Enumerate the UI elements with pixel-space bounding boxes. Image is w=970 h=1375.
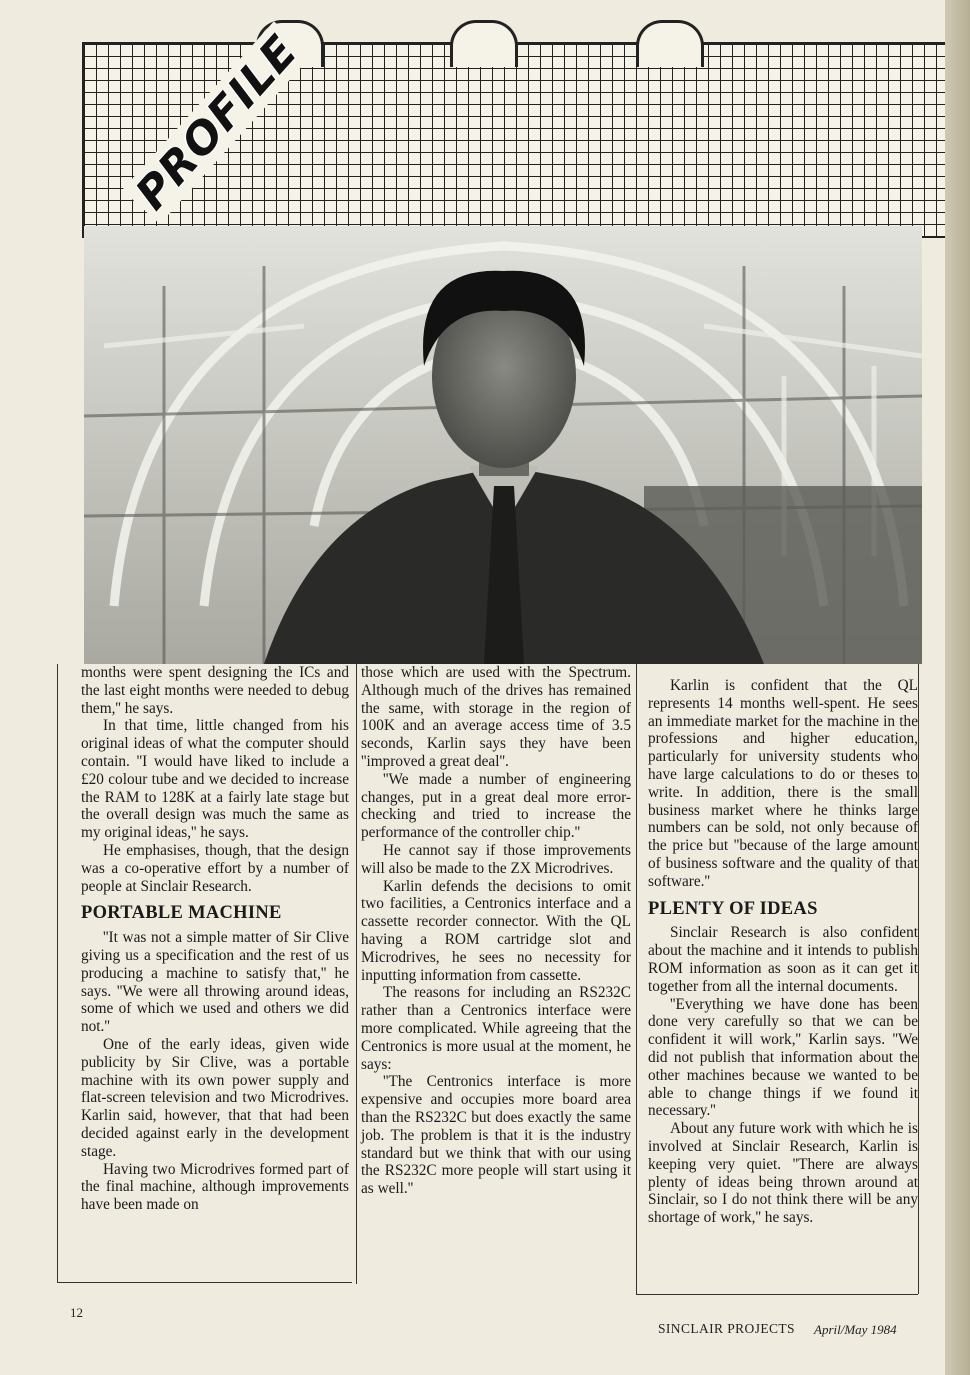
bottom-rule-left [57, 1282, 352, 1283]
article-paragraph: ''Everything we have done has been done very carefully so that we can be confident it will work,'' Karlin says. ''We did not publish that information about the other machines because we wanted to be able to change things if we found it necessary.'' [648, 995, 918, 1120]
issue-date: April/May 1984 [814, 1322, 897, 1337]
column-rule [636, 664, 637, 1294]
section-heading: PORTABLE MACHINE [81, 903, 282, 924]
publication-name: SINCLAIR PROJECTS [658, 1321, 795, 1336]
left-border-rule [57, 664, 58, 1282]
article-paragraph: In that time, little changed from his original ideas of what the computer should contain. ''I would have liked to include a £20 colour tube and we decided to increase the RAM to 128K at a fairly late stage but the overall design was much the same as my original ideas,'' he says. [81, 717, 349, 842]
page-edge [945, 0, 970, 1375]
article-paragraph: Having two Microdrives formed part of the final machine, although improvements have been made on [81, 1160, 349, 1214]
portrait-photo [84, 226, 922, 664]
article-column-3 [648, 677, 918, 1227]
article-column-2 [361, 664, 631, 1198]
article-column-1 [81, 664, 349, 1214]
page-number: 12 [70, 1305, 83, 1320]
article-paragraph: About any future work with which he is involved at Sinclair Research, Karlin is keeping very quiet. ''There are always plenty of ideas being thrown around at Sinclair, so I do not think there will be any shortage of work,'' he says. [648, 1120, 918, 1227]
article-paragraph: He emphasises, though, that the design was a co-operative effort by a number of people at Sinclair Research. [81, 841, 349, 895]
article-paragraph: months were spent designing the ICs and the last eight months were needed to debug them,'' he says. [81, 664, 349, 717]
column-rule [356, 664, 357, 1284]
article-paragraph: Sinclair Research is also confident about the machine and it intends to publish ROM information as soon as it can get it together from all the internal documents. [648, 924, 918, 995]
article-paragraph: He cannot say if those improvements will also be made to the ZX Microdrives. [361, 841, 631, 877]
article-paragraph: Karlin is confident that the QL represents 14 months well-spent. He sees an immediate market for the machine in the professions and higher education, particularly for university students who have large calculations to do or theses to write. In addition, there is the small business market where he thinks large numbers can be sold, not only because of the price but ''because of the large amount of business software and the quality of that software.'' [648, 677, 918, 890]
article-paragraph: Karlin defends the decisions to omit two facilities, a Centronics interface and a cassette recorder connector. With the QL having a ROM cartridge slot and Microdrives, he sees no necessity for inputting information from cassette. [361, 877, 631, 984]
article-paragraph: One of the early ideas, given wide publicity by Sir Clive, was a portable machine with its own power supply and flat-screen television and two Microdrives. Karlin said, however, that that had been decided against early in the development stage. [81, 1035, 349, 1160]
article-paragraph: those which are used with the Spectrum. Although much of the drives has remained the same, with storage in the region of 100K and an average access time of 3.5 seconds, Karlin says they have been ''improved a great deal''. [361, 664, 631, 770]
section-heading: PLENTY OF IDEAS [648, 898, 818, 919]
binder-tab [450, 20, 518, 67]
article-paragraph: ''The Centronics interface is more expensive and occupies more board area than the RS232C but does exactly the same job. The problem is that it is the industry standard but we think that with our using the RS232C more people will start using it as well.'' [361, 1073, 631, 1198]
article-paragraph: ''We made a number of engineering changes, put in a great deal more error-checking and tried to increase the performance of the controller chip.'' [361, 770, 631, 842]
article-paragraph: The reasons for including an RS232C rather than a Centronics interface were more complicated. While agreeing that the Centronics is more usual at the moment, he says: [361, 984, 631, 1073]
binder-tab [636, 20, 704, 67]
bottom-rule-right [636, 1294, 918, 1295]
photo-portrait-icon [84, 226, 922, 664]
article-paragraph: ''It was not a simple matter of Sir Clive giving us a specification and the rest of us producing a machine to satisfy that,'' he says. ''We were all throwing around ideas, some of which we used and others we did not.'' [81, 929, 349, 1036]
right-border-rule [918, 664, 919, 1294]
section-label: PROFILE [122, 21, 312, 224]
